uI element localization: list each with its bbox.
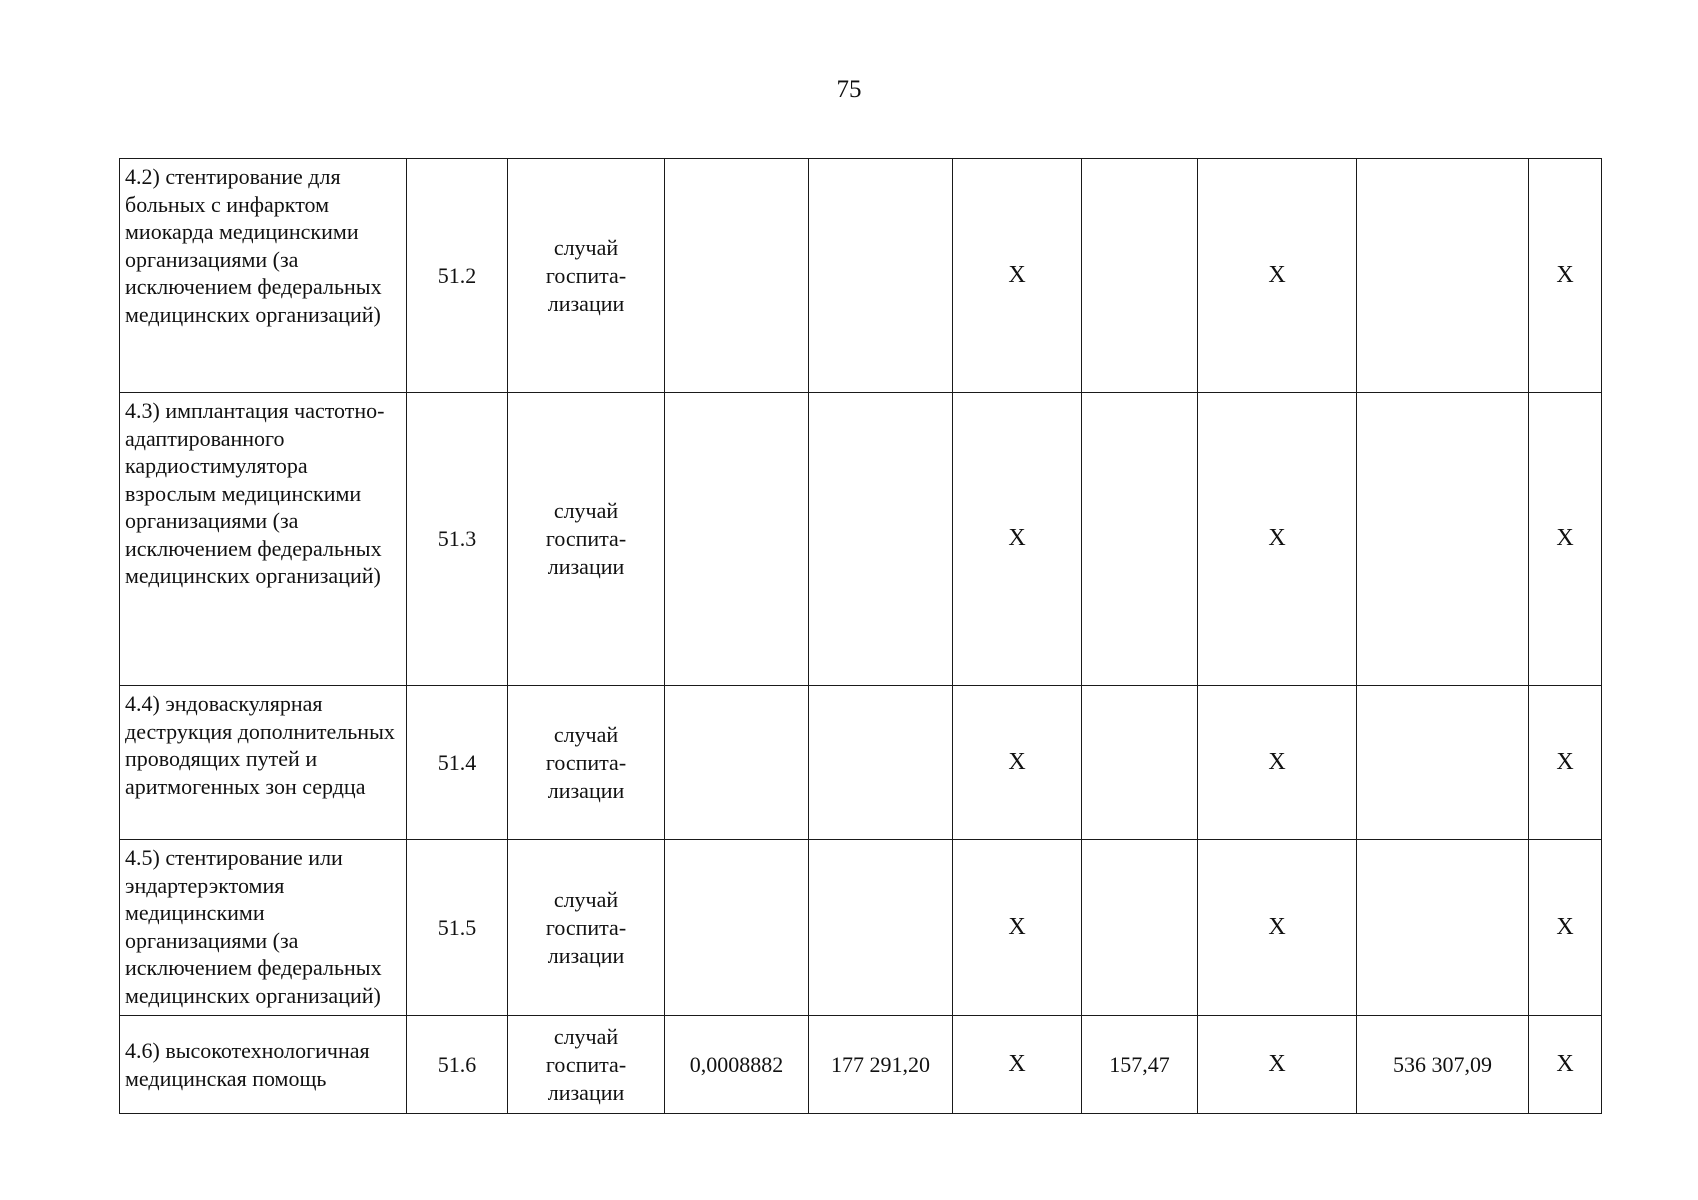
cell-col5: 177 291,20	[809, 1016, 953, 1114]
unit-line: лизации	[547, 554, 625, 579]
cell-col7	[1082, 686, 1198, 840]
unit-line: лизации	[547, 942, 625, 968]
row-unit	[508, 393, 665, 686]
cell-col8: X	[1198, 686, 1357, 840]
cell-col8: X	[1198, 159, 1357, 393]
cell-col5	[809, 686, 953, 840]
row-unit	[508, 686, 665, 840]
unit-line: случай	[553, 498, 619, 523]
cell-col9	[1357, 840, 1529, 1016]
cell-col6: X	[953, 159, 1082, 393]
row-description: 4.3) имплантация частотно-адаптированного кардиостимулятора взрослым медицинскими организациями (за исключением федеральных медицинских организаций)	[120, 393, 407, 686]
cell-col6: X	[953, 840, 1082, 1016]
cell-col4	[665, 840, 809, 1016]
cell-col4	[665, 686, 809, 840]
unit-line: лизации	[547, 777, 625, 803]
document-table	[119, 158, 1602, 1114]
row-code: 51.6	[407, 1016, 508, 1114]
cell-col10: X	[1529, 1016, 1602, 1114]
cell-col10: X	[1529, 840, 1602, 1016]
cell-col9: 536 307,09	[1357, 1016, 1529, 1114]
table-row	[120, 393, 1602, 686]
unit-line: случай	[553, 234, 619, 260]
row-code: 51.2	[407, 159, 508, 393]
unit-line: госпита-	[545, 526, 627, 551]
cell-col6: X	[953, 1016, 1082, 1114]
row-code: 51.4	[407, 686, 508, 840]
cell-col6: X	[953, 686, 1082, 840]
unit-line: лизации	[547, 1079, 625, 1105]
cell-col9	[1357, 393, 1529, 686]
unit-line: случай	[553, 721, 619, 747]
cell-col4: 0,0008882	[665, 1016, 809, 1114]
row-code: 51.3	[407, 393, 508, 686]
cell-col6: X	[953, 393, 1082, 686]
unit-line: госпита-	[545, 262, 627, 288]
cell-col10: X	[1529, 159, 1602, 393]
cell-col4	[665, 393, 809, 686]
cell-col9	[1357, 159, 1529, 393]
table-row	[120, 686, 1602, 840]
cell-col8: X	[1198, 1016, 1357, 1114]
cell-col5	[809, 159, 953, 393]
row-description: 4.6) высокотехнологичная медицинская помощь	[120, 1016, 407, 1114]
row-description: 4.4) эндоваскулярная деструкция дополнительных проводящих путей и аритмогенных зон сердца	[120, 686, 407, 840]
table-row	[120, 159, 1602, 393]
cell-col7	[1082, 159, 1198, 393]
cell-col9	[1357, 686, 1529, 840]
cell-col8: X	[1198, 840, 1357, 1016]
page-number: 75	[836, 76, 862, 103]
cell-col10: X	[1529, 393, 1602, 686]
unit-line: лизации	[547, 290, 625, 316]
table-row	[120, 840, 1602, 1016]
row-unit	[508, 159, 665, 393]
unit-line: госпита-	[545, 914, 627, 940]
unit-line: госпита-	[545, 749, 627, 775]
cell-col10: X	[1529, 686, 1602, 840]
cell-col7	[1082, 840, 1198, 1016]
cell-col5	[809, 840, 953, 1016]
cell-col4	[665, 159, 809, 393]
row-description: 4.2) стентирование для больных с инфарктом миокарда медицинскими организациями (за исключением федеральных медицинских организаций)	[120, 159, 407, 393]
unit-line: госпита-	[545, 1051, 627, 1077]
cell-col7: 157,47	[1082, 1016, 1198, 1114]
cell-col7	[1082, 393, 1198, 686]
unit-line: случай	[553, 886, 619, 912]
row-description: 4.5) стентирование или эндартерэктомия медицинскими организациями (за исключением федеральных медицинских организаций)	[120, 840, 407, 1016]
cell-col8: X	[1198, 393, 1357, 686]
cell-col5	[809, 393, 953, 686]
unit-line: случай	[553, 1023, 619, 1049]
table-row	[120, 1016, 1602, 1114]
row-unit	[508, 1016, 665, 1114]
row-code: 51.5	[407, 840, 508, 1016]
row-unit	[508, 840, 665, 1016]
